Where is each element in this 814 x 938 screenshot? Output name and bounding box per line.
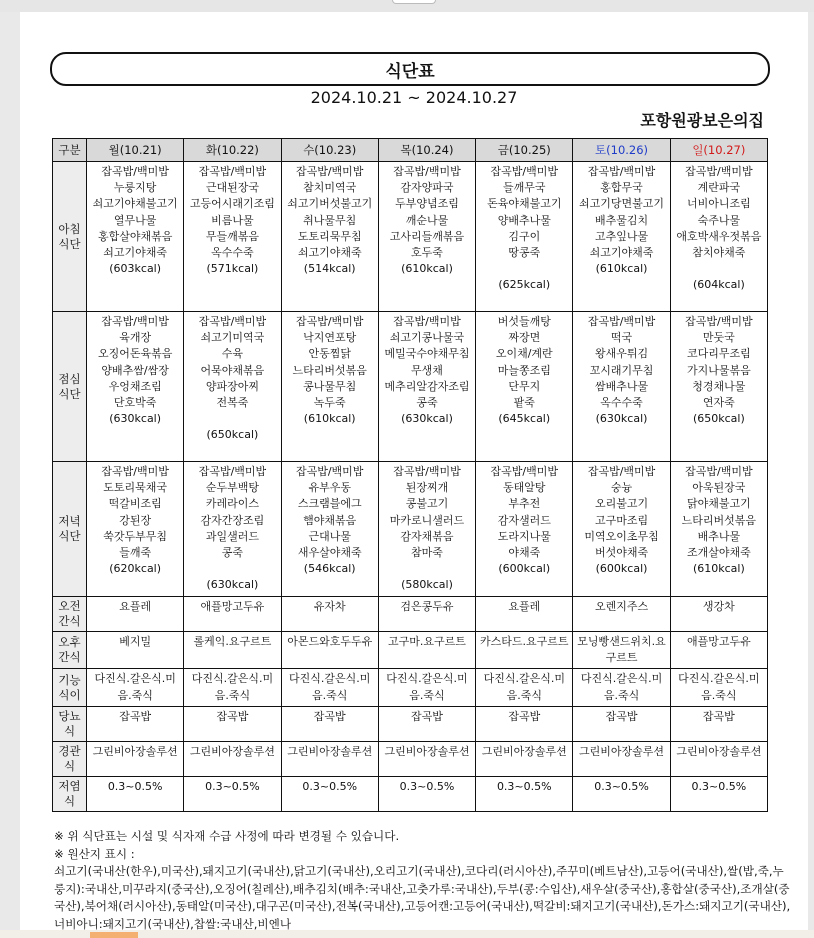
menu-cell: 0.3~0.5% bbox=[476, 776, 573, 811]
menu-cell: 요플레 bbox=[87, 597, 184, 632]
table-row bbox=[53, 462, 768, 597]
page-tab[interactable] bbox=[90, 932, 138, 938]
menu-cell: 다진식.갈은식.미음.죽식 bbox=[573, 669, 670, 706]
menu-cell: 잡곡밥/백미밥 누룽지탕 쇠고기야채불고기 열무나물 홍합살야채볶음 쇠고기야채죽 (603kcal) bbox=[87, 162, 184, 312]
row-label: 당뇨 식 bbox=[53, 706, 87, 741]
menu-cell: 그린비아장솔루션 bbox=[378, 741, 475, 776]
header-day: 수(10.23) bbox=[281, 139, 378, 162]
menu-cell: 잡곡밥/백미밥 육개장 오징어돈육볶음 양배추쌈/쌈장 우엉채조림 단호박죽 (630kcal) bbox=[87, 312, 184, 462]
row-label: 저염 식 bbox=[53, 776, 87, 811]
menu-cell: 다진식.갈은식.미음.죽식 bbox=[184, 669, 281, 706]
menu-cell: 모닝빵샌드위치.요구르트 bbox=[573, 632, 670, 669]
scroll-handle[interactable] bbox=[392, 0, 436, 4]
origin-text: 쇠고기(국내산(한우),미국산),돼지고기(국내산),닭고기(국내산),오리고기(국내산),코다리(러시아산),주꾸미(베트남산),고등어(국내산),쌀(밥,죽,누룽지):국내산,미꾸라지(중국산),오징어(칠레산),배추김치(배추:국내산,고춧가루:국내산),두부(콩:수입산),새우살(중국산),홍합살(중국산),조개살(중국산),북어채(러시아산),동태알(미국산),대구곤(미국산),전복(국내산),고등어캔:고등어(국내산),떡갈비:돼지고기(국내산),돈가스:돼지고기(국내산),너비아니:돼지고기(국내산),찹쌀:국내산,비엔나 bbox=[54, 864, 791, 931]
header-day: 화(10.22) bbox=[184, 139, 281, 162]
menu-cell: 그린비아장솔루션 bbox=[476, 741, 573, 776]
menu-cell: 0.3~0.5% bbox=[573, 776, 670, 811]
menu-cell: 잡곡밥 bbox=[476, 706, 573, 741]
origin-heading: ※ 원산지 표시 : bbox=[54, 846, 135, 861]
menu-cell: 유자차 bbox=[281, 597, 378, 632]
menu-cell: 잡곡밥/백미밥 참치미역국 쇠고기버섯불고기 취나물무침 도토리묵무침 쇠고기야채죽 (514kcal) bbox=[281, 162, 378, 312]
menu-cell: 롤케익.요구르트 bbox=[184, 632, 281, 669]
menu-cell: 다진식.갈은식.미음.죽식 bbox=[378, 669, 475, 706]
menu-cell: 그린비아장솔루션 bbox=[573, 741, 670, 776]
menu-cell: 다진식.갈은식.미음.죽식 bbox=[281, 669, 378, 706]
row-label: 기능 식이 bbox=[53, 669, 87, 706]
menu-cell: 잡곡밥/백미밥 낙지연포탕 안동찜닭 느타리버섯볶음 콩나물무침 녹두죽 (610kcal) bbox=[281, 312, 378, 462]
table-row bbox=[53, 706, 768, 741]
menu-cell: 0.3~0.5% bbox=[281, 776, 378, 811]
menu-cell: 애플망고두유 bbox=[184, 597, 281, 632]
menu-cell: 잡곡밥/백미밥 유부우동 스크램블에그 햄야채볶음 근대나물 새우살야채죽 (546kcal) bbox=[281, 462, 378, 597]
table-row bbox=[53, 632, 768, 669]
menu-cell: 잡곡밥/백미밥 떡국 왕새우튀김 꼬시래기무침 쌈배추나물 옥수수죽 (630kcal) bbox=[573, 312, 670, 462]
menu-cell: 아몬드와호두두유 bbox=[281, 632, 378, 669]
menu-cell: 잡곡밥/백미밥 도토리묵채국 떡갈비조림 강된장 쑥갓두부무침 들깨죽 (620kcal) bbox=[87, 462, 184, 597]
menu-cell: 잡곡밥/백미밥 순두부백탕 카레라이스 감자간장조림 과일샐러드 콩죽 (630kcal) bbox=[184, 462, 281, 597]
table-row bbox=[53, 776, 768, 811]
row-label: 아침 식단 bbox=[53, 162, 87, 312]
menu-cell: 요플레 bbox=[476, 597, 573, 632]
organization-name: 포항원광보은의집 bbox=[640, 111, 764, 130]
header-day: 토(10.26) bbox=[573, 139, 670, 162]
row-label: 저녁 식단 bbox=[53, 462, 87, 597]
menu-cell: 0.3~0.5% bbox=[378, 776, 475, 811]
table-header-row bbox=[53, 139, 768, 162]
menu-cell: 잡곡밥 bbox=[573, 706, 670, 741]
document-page bbox=[20, 12, 808, 938]
row-label: 오전 간식 bbox=[53, 597, 87, 632]
menu-cell: 잡곡밥/백미밥 만둣국 코다리무조림 가지나물볶음 청경채나물 연자죽 (650kcal) bbox=[670, 312, 767, 462]
table-row bbox=[53, 741, 768, 776]
menu-cell: 잡곡밥/백미밥 근대된장국 고등어시래기조림 비름나물 무들깨볶음 옥수수죽 (571kcal) bbox=[184, 162, 281, 312]
menu-cell: 잡곡밥/백미밥 들깨무국 돈육야채불고기 양배추나물 김구이 땅콩죽 (625kcal) bbox=[476, 162, 573, 312]
menu-cell: 다진식.갈은식.미음.죽식 bbox=[87, 669, 184, 706]
table-body bbox=[53, 162, 768, 812]
menu-cell: 0.3~0.5% bbox=[184, 776, 281, 811]
notes-section bbox=[54, 828, 794, 933]
menu-cell: 그린비아장솔루션 bbox=[281, 741, 378, 776]
row-label: 경관 식 bbox=[53, 741, 87, 776]
menu-cell: 베지밀 bbox=[87, 632, 184, 669]
menu-cell: 그린비아장솔루션 bbox=[87, 741, 184, 776]
header-corner: 구분 bbox=[53, 139, 87, 162]
menu-cell: 잡곡밥/백미밥 쇠고기콩나물국 메밀국수야채무침 무생채 메추리알감자조림 콩죽 (630kcal) bbox=[378, 312, 475, 462]
viewer-bottom-bar bbox=[0, 930, 814, 938]
menu-cell: 잡곡밥 bbox=[184, 706, 281, 741]
menu-cell: 그린비아장솔루션 bbox=[184, 741, 281, 776]
menu-table bbox=[52, 138, 768, 812]
menu-cell: 잡곡밥 bbox=[378, 706, 475, 741]
menu-cell: 카스타드.요구르트 bbox=[476, 632, 573, 669]
menu-cell: 잡곡밥 bbox=[87, 706, 184, 741]
table-row bbox=[53, 597, 768, 632]
menu-cell: 잡곡밥 bbox=[670, 706, 767, 741]
menu-cell: 다진식.갈은식.미음.죽식 bbox=[476, 669, 573, 706]
menu-cell: 0.3~0.5% bbox=[87, 776, 184, 811]
row-label: 점심 식단 bbox=[53, 312, 87, 462]
menu-cell: 잡곡밥/백미밥 홍합무국 쇠고기당면불고기 배추물김치 고추잎나물 쇠고기야채죽 (610kcal) bbox=[573, 162, 670, 312]
table-row bbox=[53, 312, 768, 462]
menu-cell: 그린비아장솔루션 bbox=[670, 741, 767, 776]
header-day: 월(10.21) bbox=[87, 139, 184, 162]
table-row bbox=[53, 162, 768, 312]
menu-cell: 애플망고두유 bbox=[670, 632, 767, 669]
menu-cell: 버섯들깨탕 짜장면 오이채/계란 마늘쫑조림 단무지 팥죽 (645kcal) bbox=[476, 312, 573, 462]
menu-cell: 생강차 bbox=[670, 597, 767, 632]
menu-cell: 잡곡밥/백미밥 아욱된장국 닭야채불고기 느타리버섯볶음 배추나물 조개살야채죽 (610kcal) bbox=[670, 462, 767, 597]
viewer-top-bar bbox=[0, 0, 814, 12]
menu-cell: 검은콩두유 bbox=[378, 597, 475, 632]
menu-cell: 잡곡밥/백미밥 동태알탕 부추전 감자샐러드 도라지나물 야채죽 (600kcal) bbox=[476, 462, 573, 597]
menu-cell: 잡곡밥 bbox=[281, 706, 378, 741]
row-label: 오후 간식 bbox=[53, 632, 87, 669]
menu-cell: 잡곡밥/백미밥 계란파국 너비아니조림 숙주나물 애호박새우젓볶음 참치야채죽 (604kcal) bbox=[670, 162, 767, 312]
menu-cell: 다진식.갈은식.미음.죽식 bbox=[670, 669, 767, 706]
menu-cell: 잡곡밥/백미밥 감자양파국 두부양념조림 깨순나물 고사리들깨볶음 호두죽 (610kcal) bbox=[378, 162, 475, 312]
menu-cell: 오렌지주스 bbox=[573, 597, 670, 632]
change-notice: ※ 위 식단표는 시설 및 식자재 수급 사정에 따라 변경될 수 있습니다. bbox=[54, 829, 400, 843]
menu-cell: 0.3~0.5% bbox=[670, 776, 767, 811]
menu-cell: 고구마.요구르트 bbox=[378, 632, 475, 669]
menu-cell: 잡곡밥/백미밥 쇠고기미역국 수육 어묵야채볶음 양파장아찌 전복죽 (650kcal) bbox=[184, 312, 281, 462]
header-day: 목(10.24) bbox=[378, 139, 475, 162]
menu-cell: 잡곡밥/백미밥 숭늉 오리불고기 고구마조림 미역오이초무침 버섯야채죽 (600kcal) bbox=[573, 462, 670, 597]
table-row bbox=[53, 669, 768, 706]
menu-period: 2024.10.21 ~ 2024.10.27 bbox=[310, 88, 518, 107]
menu-cell: 잡곡밥/백미밥 된장찌개 콩불고기 마카로니샐러드 감자채볶음 참마죽 (580kcal) bbox=[378, 462, 475, 597]
menu-title: 식단표 bbox=[50, 52, 770, 86]
header-day: 일(10.27) bbox=[670, 139, 767, 162]
header-day: 금(10.25) bbox=[476, 139, 573, 162]
